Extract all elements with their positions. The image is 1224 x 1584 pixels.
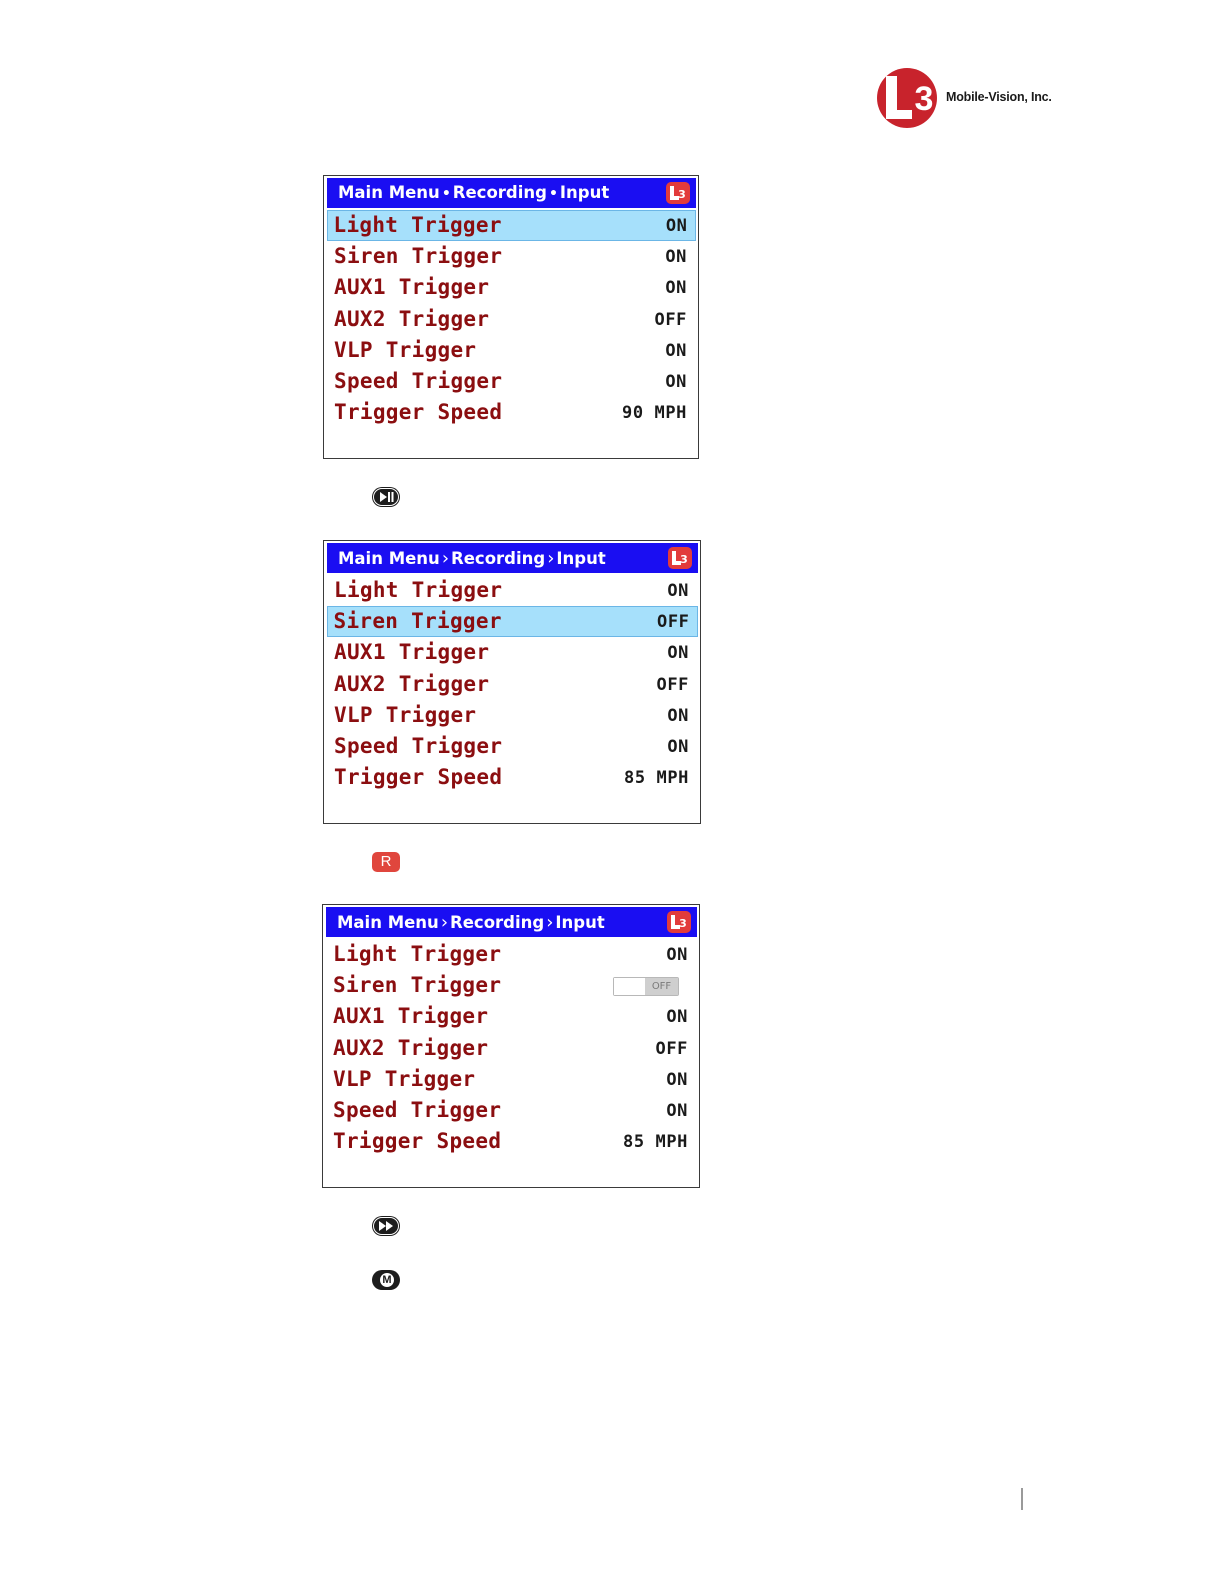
breadcrumb-separator: › bbox=[547, 548, 555, 569]
row-label: Siren Trigger bbox=[334, 244, 503, 269]
l3-badge-icon bbox=[666, 182, 690, 204]
breadcrumb-item: Main Menu bbox=[338, 549, 440, 568]
row-label: Light Trigger bbox=[333, 942, 502, 966]
row-value: ON bbox=[665, 278, 687, 299]
row-value: ON bbox=[666, 945, 688, 965]
row-value: ON bbox=[667, 736, 689, 757]
list-item[interactable] bbox=[326, 1033, 697, 1064]
dvr-screen-2 bbox=[323, 540, 701, 824]
screen-header bbox=[327, 178, 696, 208]
row-label: VLP Trigger bbox=[334, 702, 477, 727]
row-value: ON bbox=[665, 247, 687, 268]
list-item[interactable] bbox=[327, 241, 696, 272]
list-item[interactable] bbox=[327, 606, 698, 637]
row-label: Trigger Speed bbox=[333, 1129, 502, 1154]
breadcrumb-item: Input bbox=[559, 183, 610, 202]
list-item[interactable] bbox=[327, 397, 696, 428]
breadcrumb-separator: • bbox=[548, 186, 558, 202]
svg-text:3: 3 bbox=[914, 80, 934, 118]
siren-trigger-toggle[interactable] bbox=[613, 977, 679, 996]
row-value: ON bbox=[665, 215, 688, 236]
list-item[interactable] bbox=[327, 700, 698, 731]
row-value: 90 MPH bbox=[621, 403, 687, 424]
row-label: Trigger Speed bbox=[334, 400, 503, 425]
breadcrumb-item: Main Menu bbox=[337, 913, 439, 932]
breadcrumb bbox=[337, 912, 605, 933]
list-item[interactable] bbox=[326, 1095, 697, 1126]
row-label: AUX2 Trigger bbox=[334, 306, 490, 331]
row-value: ON bbox=[667, 705, 689, 726]
svg-text:3: 3 bbox=[678, 188, 686, 201]
list-item[interactable] bbox=[327, 304, 696, 335]
row-value: 85 MPH bbox=[622, 1132, 688, 1153]
breadcrumb-item: Recording bbox=[450, 913, 545, 932]
list-item[interactable] bbox=[327, 335, 696, 366]
list-item[interactable] bbox=[327, 669, 698, 700]
trigger-list bbox=[326, 939, 697, 1157]
list-item[interactable] bbox=[326, 1126, 697, 1157]
row-value: ON bbox=[666, 1069, 688, 1090]
row-label: AUX2 Trigger bbox=[333, 1035, 489, 1060]
list-item[interactable] bbox=[327, 762, 698, 793]
breadcrumb-separator: • bbox=[441, 186, 451, 202]
list-item[interactable] bbox=[326, 1001, 697, 1032]
l3-logo-icon bbox=[874, 66, 944, 130]
list-item[interactable] bbox=[326, 970, 697, 1001]
breadcrumb-item: Recording bbox=[451, 549, 546, 568]
row-label: AUX1 Trigger bbox=[333, 1004, 489, 1029]
fast-forward-icon bbox=[372, 1216, 400, 1236]
row-value: ON bbox=[665, 371, 687, 392]
breadcrumb-item: Input bbox=[556, 549, 606, 568]
l3-badge-icon bbox=[667, 911, 691, 933]
list-item[interactable] bbox=[326, 939, 697, 970]
row-label: Trigger Speed bbox=[334, 765, 503, 790]
row-label: Light Trigger bbox=[333, 212, 502, 237]
list-item[interactable] bbox=[326, 1064, 697, 1095]
row-value: 85 MPH bbox=[623, 768, 689, 789]
row-label: Speed Trigger bbox=[334, 733, 503, 758]
svg-text:3: 3 bbox=[680, 553, 688, 566]
menu-button-icon bbox=[372, 1270, 400, 1290]
row-value: ON bbox=[667, 581, 689, 601]
row-value: ON bbox=[665, 340, 687, 361]
breadcrumb bbox=[338, 183, 609, 202]
row-value: OFF bbox=[656, 611, 690, 632]
row-label: AUX1 Trigger bbox=[334, 640, 490, 665]
row-label: Speed Trigger bbox=[333, 1097, 502, 1122]
row-label: AUX1 Trigger bbox=[334, 275, 490, 300]
breadcrumb-item: Recording bbox=[452, 183, 547, 202]
row-label: Light Trigger bbox=[334, 578, 503, 602]
row-label: Siren Trigger bbox=[333, 973, 502, 998]
company-name: Mobile-Vision, Inc. bbox=[946, 90, 1052, 104]
row-label: Siren Trigger bbox=[333, 608, 502, 633]
page-divider bbox=[1021, 1488, 1023, 1510]
company-logo bbox=[874, 66, 1074, 130]
list-item[interactable] bbox=[327, 731, 698, 762]
l3-badge-icon bbox=[668, 547, 692, 569]
row-label: VLP Trigger bbox=[334, 337, 477, 362]
play-pause-icon bbox=[372, 487, 400, 507]
breadcrumb-separator: › bbox=[546, 912, 554, 933]
breadcrumb bbox=[338, 548, 606, 569]
menu-letter: M bbox=[379, 1272, 395, 1288]
breadcrumb-item: Input bbox=[555, 913, 605, 932]
row-value: ON bbox=[666, 1100, 688, 1121]
screen-header bbox=[326, 907, 697, 937]
toggle-label: OFF bbox=[645, 978, 678, 995]
row-label: Speed Trigger bbox=[334, 368, 503, 393]
list-item[interactable] bbox=[327, 272, 696, 303]
dvr-screen-3 bbox=[322, 904, 700, 1188]
list-item[interactable] bbox=[327, 366, 696, 397]
screen-header bbox=[327, 543, 698, 573]
list-item[interactable] bbox=[327, 575, 698, 606]
row-value: ON bbox=[667, 643, 689, 664]
row-value: OFF bbox=[654, 309, 687, 330]
toggle-knob bbox=[614, 978, 647, 995]
row-label: AUX2 Trigger bbox=[334, 671, 490, 696]
list-item[interactable] bbox=[327, 210, 696, 241]
record-button-icon: R bbox=[372, 852, 400, 872]
trigger-list bbox=[327, 210, 696, 428]
row-value: ON bbox=[666, 1007, 688, 1028]
row-label: VLP Trigger bbox=[333, 1066, 476, 1091]
trigger-list bbox=[327, 575, 698, 793]
breadcrumb-item: Main Menu bbox=[338, 183, 440, 202]
list-item[interactable] bbox=[327, 637, 698, 668]
row-value: OFF bbox=[655, 1038, 688, 1059]
svg-text:3: 3 bbox=[679, 917, 687, 930]
breadcrumb-separator: › bbox=[441, 548, 450, 569]
dvr-screen-1 bbox=[323, 175, 699, 459]
breadcrumb-separator: › bbox=[440, 912, 449, 933]
row-value: OFF bbox=[656, 674, 689, 695]
